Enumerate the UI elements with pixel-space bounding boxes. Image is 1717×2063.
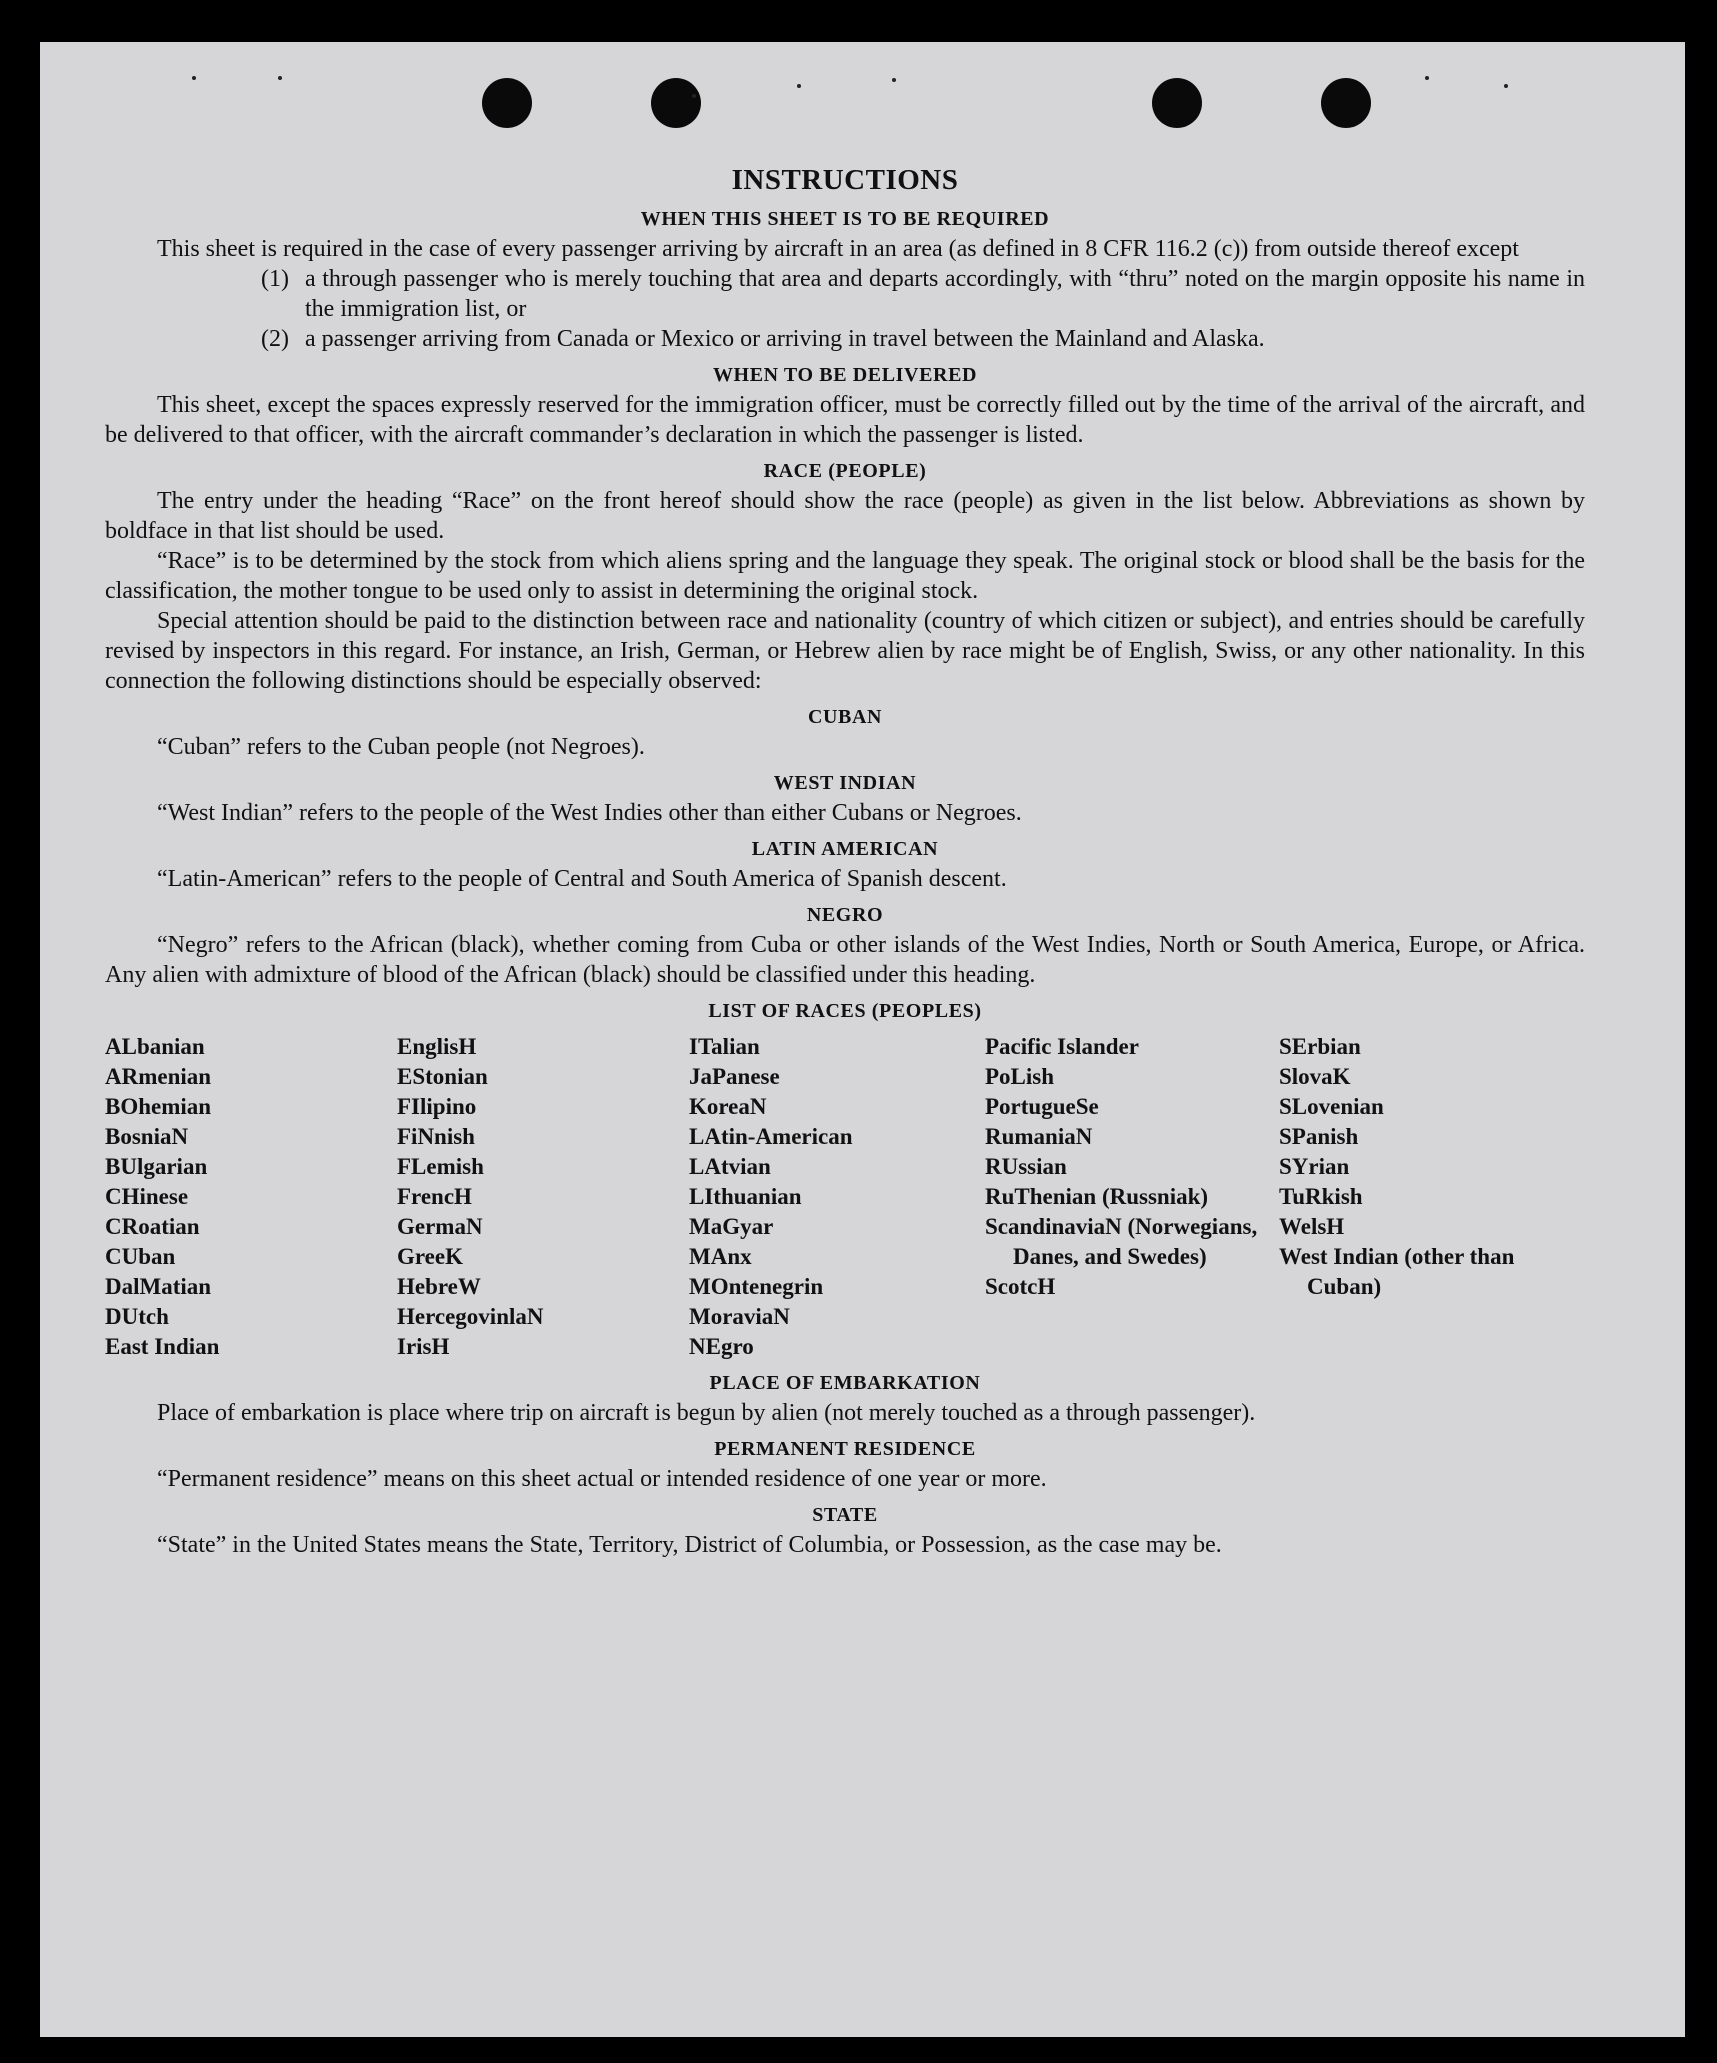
race-item: East Indian <box>105 1334 220 1359</box>
embarkation-text: Place of embarkation is place where trip on aircraft is begun by alien (not merely touched as a through passenger). <box>157 1400 1256 1426</box>
section-heading-state: STATE <box>812 1504 878 1526</box>
item-text: a passenger arriving from Canada or Mexico or arriving in travel between the Mainland and Alaska. <box>305 326 1265 352</box>
race-item: HercegovinlaN <box>397 1304 544 1329</box>
race-item: TuRkish <box>1279 1184 1363 1209</box>
race-item: HebreW <box>397 1274 481 1299</box>
race-list-column <box>105 1032 397 1362</box>
race-item: BOhemian <box>105 1094 212 1119</box>
ink-speck <box>1425 76 1429 80</box>
punch-hole <box>1152 78 1202 128</box>
race-item: JaPanese <box>689 1064 780 1089</box>
race-item: CUban <box>105 1244 176 1269</box>
section-heading-embarkation: PLACE OF EMBARKATION <box>709 1372 981 1394</box>
race-item: ScotcH <box>985 1274 1056 1299</box>
section-heading-cuban: CUBAN <box>807 706 883 728</box>
section-heading-residence: PERMANENT RESIDENCE <box>714 1438 976 1460</box>
instructions-content <box>105 162 1585 1560</box>
race-item: PortugueSe <box>985 1094 1099 1119</box>
delivered-text: This sheet, except the spaces expressly reserved for the immigration officer, must be correctly filled out by the time of the arrival of the aircraft, and be delivered to that officer, with the aircraft commander’s declaration in which the passenger is listed. <box>105 392 1585 448</box>
ink-speck <box>692 94 696 98</box>
required-item-1 <box>105 264 1585 324</box>
item-number: (2) <box>261 326 289 352</box>
race-item: LIthuanian <box>689 1184 802 1209</box>
race-item: RUssian <box>985 1154 1067 1179</box>
race-item: FIlipino <box>397 1094 477 1119</box>
section-heading-delivered: WHEN TO BE DELIVERED <box>712 364 978 386</box>
race-list <box>105 1032 1585 1362</box>
race-item: KoreaN <box>689 1094 767 1119</box>
residence-text: “Permanent residence” means on this sheet actual or intended residence of one year or more. <box>157 1466 1047 1492</box>
race-item: BosniaN <box>105 1124 189 1149</box>
race-item: EnglisH <box>397 1034 477 1059</box>
race-item: SYrian <box>1279 1154 1350 1179</box>
ink-speck <box>892 78 896 82</box>
ink-speck <box>278 76 282 80</box>
required-intro: This sheet is required in the case of every passenger arriving by aircraft in an area (as defined in 8 CFR 116.2 (c)) from outside thereof except <box>157 236 1519 262</box>
race-item: IrisH <box>397 1334 450 1359</box>
race-item: Pacific Islander <box>985 1034 1139 1059</box>
item-text: a through passenger who is merely touching that area and departs accordingly, with “thru” noted on the margin opposite his name in the immigration list, or <box>305 266 1585 322</box>
west-indian-definition: “West Indian” refers to the people of the West Indies other than either Cubans or Negroes. <box>157 800 1022 826</box>
race-list-column <box>1279 1032 1579 1362</box>
race-item: BUlgarian <box>105 1154 208 1179</box>
race-item: GreeK <box>397 1244 463 1269</box>
race-item: LAtin-American <box>689 1124 853 1149</box>
item-number: (1) <box>261 266 289 292</box>
race-item: SErbian <box>1279 1034 1361 1059</box>
race-paragraph-1: The entry under the heading “Race” on the front hereof should show the race (people) as given in the list below. Abbreviations as shown by boldface in that list should be used. <box>105 488 1585 544</box>
race-item: RumaniaN <box>985 1124 1093 1149</box>
race-item: PoLish <box>985 1064 1055 1089</box>
punch-hole <box>482 78 532 128</box>
race-item: LAtvian <box>689 1154 771 1179</box>
race-item: FLemish <box>397 1154 484 1179</box>
state-text: “State” in the United States means the State, Territory, District of Columbia, or Possession, as the case may be. <box>157 1532 1222 1558</box>
race-item: SlovaK <box>1279 1064 1351 1089</box>
race-item: EStonian <box>397 1064 488 1089</box>
ink-speck <box>1504 84 1508 88</box>
race-item: FrencH <box>397 1184 472 1209</box>
race-list-column <box>397 1032 689 1362</box>
ink-speck <box>797 84 801 88</box>
latin-american-definition: “Latin-American” refers to the people of Central and South America of Spanish descent. <box>157 866 1007 892</box>
race-item: DUtch <box>105 1304 169 1329</box>
document-sheet <box>40 42 1685 2037</box>
punch-hole <box>1321 78 1371 128</box>
race-item: MoraviaN <box>689 1304 790 1329</box>
race-item: SLovenian <box>1279 1094 1384 1119</box>
race-item: ALbanian <box>105 1034 205 1059</box>
section-heading-race: RACE (PEOPLE) <box>763 460 927 482</box>
race-item: CRoatian <box>105 1214 200 1239</box>
negro-definition: “Negro” refers to the African (black), whether coming from Cuba or other islands of the West Indies, North or South America, Europe, or Africa. Any alien with admixture of blood of the African (black) should be classified under this heading. <box>105 932 1585 988</box>
race-item: MOntenegrin <box>689 1274 824 1299</box>
race-list-column <box>689 1032 985 1362</box>
section-heading-latin-american: LATIN AMERICAN <box>751 838 939 860</box>
section-heading-west-indian: WEST INDIAN <box>773 772 917 794</box>
race-item: RuThenian (Russniak) <box>985 1184 1209 1209</box>
race-paragraph-3: Special attention should be paid to the distinction between race and nationality (country of which citizen or subject), and entries should be carefully revised by inspectors in this regard. For instance, an Irish, German, or Hebrew alien by race might be of English, Swiss, or any other nationality. In this connection the following distinctions should be especially observed: <box>105 608 1585 694</box>
page-title: INSTRUCTIONS <box>731 164 959 196</box>
race-item: SPanish <box>1279 1124 1359 1149</box>
race-paragraph-2: “Race” is to be determined by the stock from which aliens spring and the language they speak. The original stock or blood shall be the basis for the classification, the mother tongue to be used only to assist in determining the original stock. <box>105 548 1585 604</box>
race-item: DalMatian <box>105 1274 212 1299</box>
race-item: FiNnish <box>397 1124 475 1149</box>
punch-hole <box>651 78 701 128</box>
race-item: ScandinaviaN (Norwegians, Danes, and Swedes) <box>985 1214 1258 1269</box>
required-item-2 <box>105 324 1585 354</box>
race-item: WelsH <box>1279 1214 1345 1239</box>
section-heading-list-of-races: LIST OF RACES (PEOPLES) <box>708 1000 982 1022</box>
section-heading-required: WHEN THIS SHEET IS TO BE REQUIRED <box>640 208 1050 230</box>
race-list-column <box>985 1032 1279 1362</box>
race-item: CHinese <box>105 1184 189 1209</box>
race-item: MaGyar <box>689 1214 774 1239</box>
ink-speck <box>192 76 196 80</box>
section-heading-negro: NEGRO <box>806 904 884 926</box>
race-item: GermaN <box>397 1214 483 1239</box>
race-item: West Indian (other than Cuban) <box>1279 1244 1515 1299</box>
race-item: ARmenian <box>105 1064 212 1089</box>
race-item: MAnx <box>689 1244 752 1269</box>
race-item: NEgro <box>689 1334 754 1359</box>
cuban-definition: “Cuban” refers to the Cuban people (not Negroes). <box>157 734 645 760</box>
race-item: ITalian <box>689 1034 760 1059</box>
